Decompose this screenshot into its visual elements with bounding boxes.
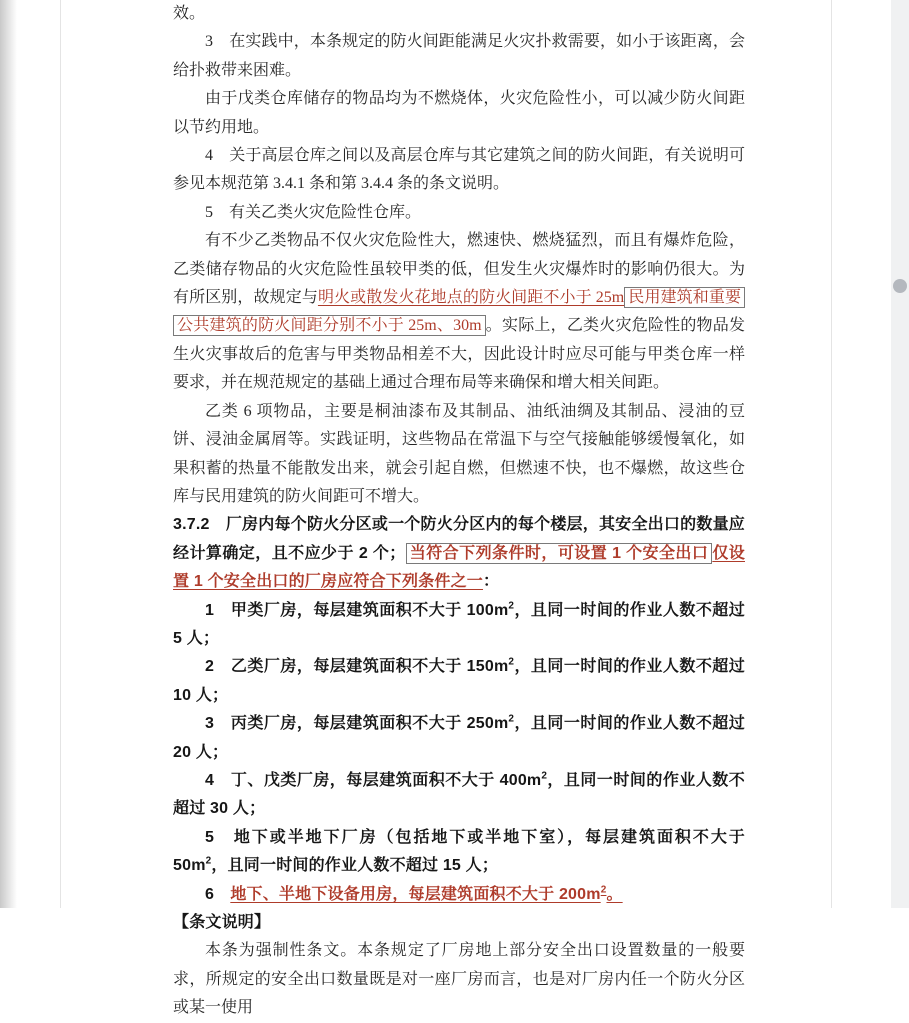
text-run: 1 甲类厂房，每层建筑面积不大于 100m [205, 601, 509, 619]
text-run: 3.7.2 厂房内每个防火分区或一个防火分区内的每个楼层，其安全出口的数量应经计算确定，且不应少于 2 个； [173, 516, 745, 562]
highlighted-text-run: 民用建筑和重要公共建筑的防火间距分别不小于 25m、30m [173, 287, 745, 336]
text-run: 【条文说明】 [173, 914, 271, 931]
para-cond-3 [173, 710, 745, 767]
para-yi-warehouse [173, 227, 745, 397]
page-right-border [831, 0, 832, 908]
text-run: 4 丁、戊类厂房，每层建筑面积不大于 400m [205, 771, 542, 789]
text-run: 本条为强制性条文。本条规定了厂房地上部分安全出口设置数量的一般要求，所规定的安全出口数量既是对一座厂房而言，也是对厂房内任一个防火分区或某一使用 [173, 942, 745, 1017]
text-run: 5 有关乙类火灾危险性仓库。 [205, 203, 422, 221]
text-run: ，且同一时间的作业人数不超过 15 人； [211, 857, 499, 875]
text-run: 2 乙类厂房，每层建筑面积不大于 150m [205, 658, 509, 676]
highlighted-text-run: 。 [606, 885, 623, 903]
text-run: ，且同一时间的作业人数不超过 20 人； [173, 715, 746, 761]
para-yi-6-items [173, 398, 745, 512]
para-cond-4 [173, 767, 745, 824]
highlighted-text-run: 当符合下列条件时，可设置 1 个安全出口 [406, 543, 713, 564]
text-run: 4 关于高层仓库之间以及高层仓库与其它建筑之间的防火间距，有关说明可参见本规范第 3.4.1 条和第 3.4.4 条的条文说明。 [173, 147, 745, 193]
text-run: ，且同一时间的作业人数不超过 30 人； [173, 771, 745, 818]
para-item-4 [173, 142, 745, 199]
scrollbar-track[interactable] [891, 0, 909, 908]
document-body [173, 0, 745, 1023]
highlighted-text-run: 2 [600, 884, 607, 896]
para-cond-2 [173, 653, 745, 710]
text-run: 3 丙类厂房，每层建筑面积不大于 250m [205, 715, 509, 733]
text-run: 5 地下或半地下厂房（包括地下或半地下室），每层建筑面积不大于 50m [173, 828, 745, 875]
text-run: 。实际上，乙类火灾危险性的物品发生火灾事故后的危害与甲类物品相差不大，因此设计时应尽可能与甲类仓库一样要求，并在规范规定的基础上通过合理布局等来确保和增大相关间距。 [173, 317, 745, 392]
text-run: 6 [205, 885, 231, 903]
highlighted-text-run: 2 [508, 600, 515, 612]
highlighted-text-run: 地下、半地下设备用房，每层建筑面积不大于 200m [230, 885, 601, 903]
highlighted-text-run: 明火或散发火花地点的防火间距不小于 25m [317, 289, 625, 307]
highlighted-text-run: 2 [508, 713, 515, 725]
highlighted-text-run: 仅设置 1 个安全出口的厂房应符合下列条件之一 [173, 544, 745, 591]
para-item-5 [173, 199, 745, 227]
highlighted-text-run: 2 [541, 770, 548, 782]
para-cond-6 [173, 881, 745, 909]
text-run: ： [483, 573, 500, 591]
text-run: ，且同一时间的作业人数不超过 10 人； [173, 658, 746, 704]
para-3-7-2 [173, 511, 745, 596]
text-run: 3 在实践中，本条规定的防火间距能满足火灾扑救需要，如小于该距离，会给扑救带来困难。 [173, 33, 745, 79]
page-left-border [60, 0, 61, 908]
scrollbar-thumb[interactable] [893, 279, 907, 293]
para-explain-header [173, 909, 745, 937]
highlighted-text-run: 2 [508, 657, 515, 669]
text-run: 由于戊类仓库储存的物品均为不燃烧体，火灾危险性小，可以减少防火间距以节约用地。 [173, 90, 745, 136]
para-wu-warehouse [173, 85, 745, 142]
text-run: 效。 [173, 5, 206, 22]
para-continuation [173, 0, 745, 28]
page-edge-shadow [0, 0, 17, 908]
text-run: 乙类 6 项物品，主要是桐油漆布及其制品、油纸油绸及其制品、浸油的豆饼、浸油金属屑等。实践证明，这些物品在常温下与空气接触能够缓慢氧化，如果积蓄的热量不能散发出来，就会引起自燃，但燃速不快，也不爆燃，故这些仓库与民用建筑的防火间距可不增大。 [173, 402, 745, 505]
text-run: 有不少乙类物品不仅火灾危险性大，燃速快、燃烧猛烈，而且有爆炸危险，乙类储存物品的火灾危险性虽较甲类的低，但发生火灾爆炸时的影响仍很大。为有所区别，故规定与 [173, 232, 745, 307]
text-run: ，且同一时间的作业人数不超过 5 人； [173, 601, 746, 647]
para-cond-5 [173, 824, 745, 881]
para-explain-body [173, 937, 745, 1022]
para-cond-1 [173, 597, 745, 654]
para-item-3 [173, 28, 745, 85]
highlighted-text-run: 2 [205, 855, 212, 867]
